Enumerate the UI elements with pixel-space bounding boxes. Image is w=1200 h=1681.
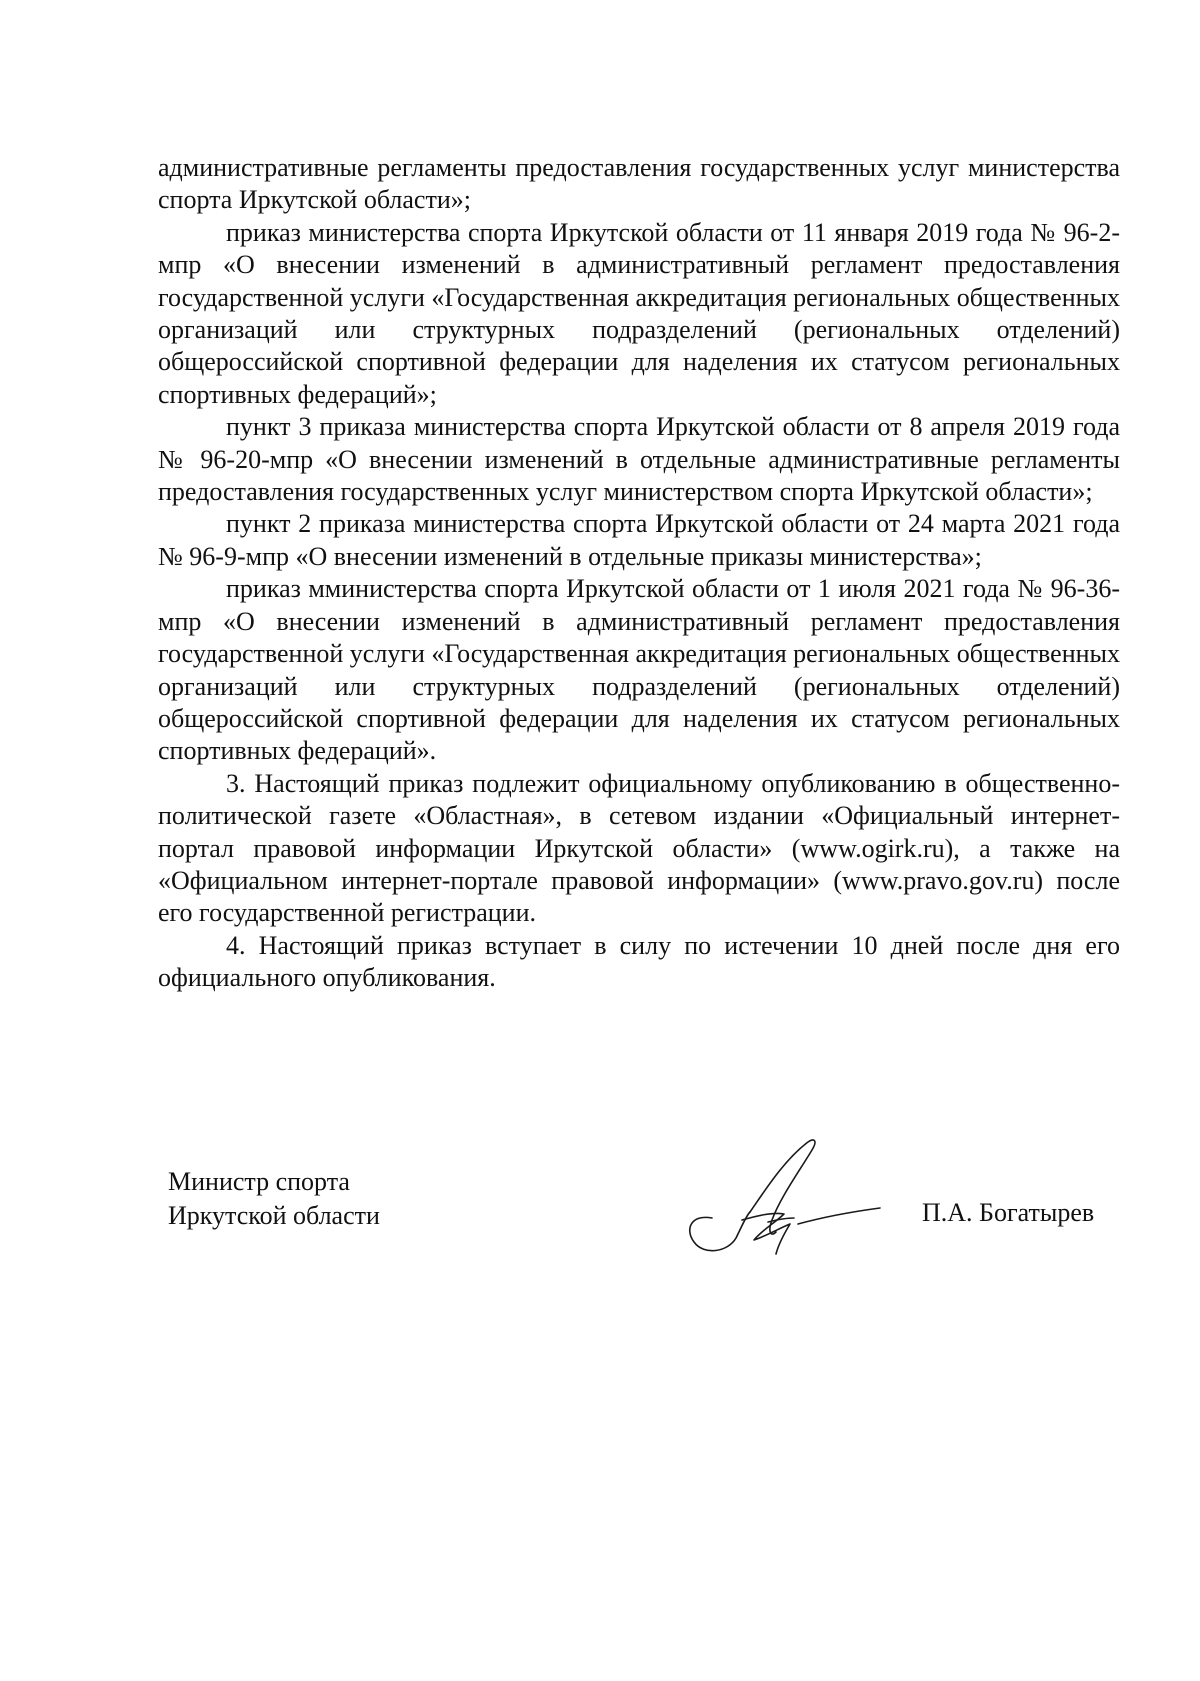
paragraph-order-apr-2019: пункт 3 приказа министерства спорта Иркутской области от 8 апреля 2019 года № 96-20-мпр «О внесении изменений в отдельные административные регламенты предоставления государственных услуг министерством спорта Иркутской области»;: [158, 412, 1120, 507]
signatory-position: [168, 1165, 380, 1233]
signatory-position-line1: Министр спорта: [168, 1167, 350, 1196]
paragraph-publication: 3. Настоящий приказ подлежит официальному опубликованию в общественно-политической газете «Областная», в сетевом издании «Официальный интернет-портал правовой информации Иркутской области» (www.ogirk.ru), а также на «Официальном интернет-портале правовой информации» (www.pravo.gov.ru) после его государственной регистрации.: [158, 768, 1120, 928]
signatory-position-line2: Иркутской области: [168, 1201, 380, 1230]
document-body: [158, 152, 1120, 995]
paragraph-order-jan-2019: приказ министерства спорта Иркутской области от 11 января 2019 года № 96-2-мпр «О внесении изменений в административный регламент предоставления государственной услуги «Государственная аккредитация региональных общественных организаций или структурных подразделений (региональных отделений) общероссийской спортивной федерации для наделения их статусом региональных спортивных федераций»;: [158, 217, 1120, 409]
paragraph-order-jul-2021: приказ мминистерства спорта Иркутской области от 1 июля 2021 года № 96-36-мпр «О внесении изменений в административный регламент предоставления государственной услуги «Государственная аккредитация региональных общественных организаций или структурных подразделений (региональных отделений) общероссийской спортивной федерации для наделения их статусом региональных спортивных федераций».: [158, 574, 1120, 766]
handwritten-signature: [680, 1120, 920, 1265]
paragraph-effective-date: 4. Настоящий приказ вступает в силу по истечении 10 дней после дня его официального опубликования.: [158, 930, 1120, 993]
signatory-name: П.А. Богатырев: [922, 1198, 1095, 1227]
paragraph-order-mar-2021: пункт 2 приказа министерства спорта Иркутской области от 24 марта 2021 года № 96-9-мпр «О внесении изменений в отдельные приказы министерства»;: [158, 509, 1120, 571]
paragraph-continuation: административные регламенты предоставления государственных услуг министерства спорта Иркутской области»;: [158, 153, 1120, 215]
